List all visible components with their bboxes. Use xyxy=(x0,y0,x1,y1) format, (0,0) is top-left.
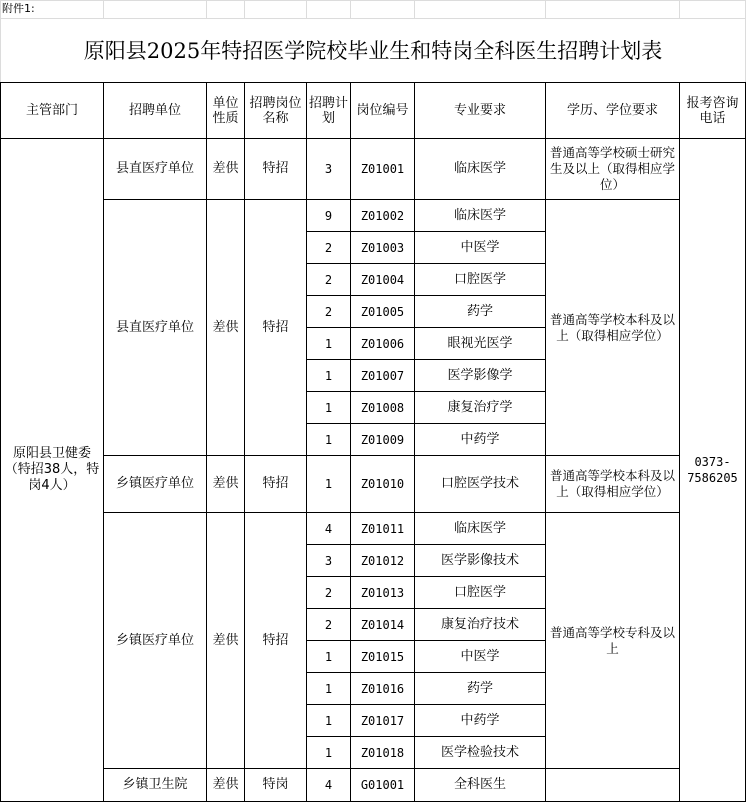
plan-cell: 2 xyxy=(307,232,351,264)
page-title: 原阳县2025年特招医学院校毕业生和特岗全科医生招聘计划表 xyxy=(83,39,663,63)
plan-cell: 3 xyxy=(307,139,351,200)
plan-cell: 1 xyxy=(307,456,351,513)
major-cell: 中药学 xyxy=(415,424,546,456)
major-cell: 中医学 xyxy=(415,641,546,673)
plan-cell: 1 xyxy=(307,641,351,673)
table-row xyxy=(1,139,746,200)
major-cell: 医学影像技术 xyxy=(415,545,546,577)
nature-cell: 差供 xyxy=(207,513,245,769)
gridline xyxy=(545,0,546,18)
gridline xyxy=(414,0,415,18)
table-row xyxy=(1,513,746,545)
major-cell: 中药学 xyxy=(415,705,546,737)
major-cell: 康复治疗技术 xyxy=(415,609,546,641)
education-cell: 普通高等学校专科及以上 xyxy=(546,513,680,769)
code-cell: Z01009 xyxy=(351,424,415,456)
unit-cell: 乡镇卫生院 xyxy=(104,769,207,802)
nature-cell: 差供 xyxy=(207,139,245,200)
major-cell: 康复治疗学 xyxy=(415,392,546,424)
gridline xyxy=(206,0,207,18)
gridline xyxy=(350,0,351,18)
post-cell: 特招 xyxy=(245,200,307,456)
plan-cell: 2 xyxy=(307,609,351,641)
code-cell: Z01006 xyxy=(351,328,415,360)
post-cell: 特招 xyxy=(245,513,307,769)
education-cell-empty xyxy=(546,769,680,802)
header-dept: 主管部门 xyxy=(1,83,104,139)
code-cell: Z01008 xyxy=(351,392,415,424)
major-cell: 临床医学 xyxy=(415,139,546,200)
recruitment-plan-table xyxy=(0,82,746,802)
plan-cell: 9 xyxy=(307,200,351,232)
attachment-label: 附件1: xyxy=(2,2,35,15)
plan-cell: 4 xyxy=(307,513,351,545)
nature-cell: 差供 xyxy=(207,200,245,456)
gridline xyxy=(244,0,245,18)
code-cell: Z01015 xyxy=(351,641,415,673)
code-cell: Z01004 xyxy=(351,264,415,296)
plan-cell: 2 xyxy=(307,264,351,296)
code-cell: Z01012 xyxy=(351,545,415,577)
major-cell: 医学检验技术 xyxy=(415,737,546,769)
header-major: 专业要求 xyxy=(415,83,546,139)
post-cell: 特招 xyxy=(245,139,307,200)
code-cell: Z01017 xyxy=(351,705,415,737)
major-cell: 药学 xyxy=(415,296,546,328)
major-cell: 医学影像学 xyxy=(415,360,546,392)
plan-cell: 2 xyxy=(307,296,351,328)
plan-cell: 3 xyxy=(307,545,351,577)
plan-cell: 4 xyxy=(307,769,351,802)
code-cell: Z01005 xyxy=(351,296,415,328)
major-cell: 口腔医学技术 xyxy=(415,456,546,513)
code-cell: Z01011 xyxy=(351,513,415,545)
table-row xyxy=(1,200,746,232)
code-cell: Z01007 xyxy=(351,360,415,392)
post-cell: 特招 xyxy=(245,456,307,513)
education-cell: 普通高等学校本科及以上（取得相应学位） xyxy=(546,200,680,456)
unit-cell: 县直医疗单位 xyxy=(104,200,207,456)
unit-cell: 乡镇医疗单位 xyxy=(104,513,207,769)
header-post-name: 招聘岗位名称 xyxy=(245,83,307,139)
gridline xyxy=(679,0,680,18)
major-cell: 药学 xyxy=(415,673,546,705)
phone-cell: 0373-7586205 xyxy=(680,139,746,802)
major-cell: 口腔医学 xyxy=(415,264,546,296)
code-cell: Z01010 xyxy=(351,456,415,513)
header-plan: 招聘计划 xyxy=(307,83,351,139)
major-cell: 临床医学 xyxy=(415,513,546,545)
code-cell: Z01013 xyxy=(351,577,415,609)
code-cell: Z01002 xyxy=(351,200,415,232)
major-cell: 全科医生 xyxy=(415,769,546,802)
major-cell: 中医学 xyxy=(415,232,546,264)
gridline xyxy=(0,0,746,1)
education-cell: 普通高等学校本科及以上（取得相应学位） xyxy=(546,456,680,513)
plan-cell: 1 xyxy=(307,328,351,360)
plan-cell: 2 xyxy=(307,577,351,609)
major-cell: 口腔医学 xyxy=(415,577,546,609)
department-cell: 原阳县卫健委（特招38人，特岗4人） xyxy=(1,139,104,802)
unit-cell: 县直医疗单位 xyxy=(104,139,207,200)
plan-cell: 1 xyxy=(307,737,351,769)
table-row xyxy=(1,456,746,513)
education-cell: 普通高等学校硕士研究生及以上（取得相应学位） xyxy=(546,139,680,200)
header-unit: 招聘单位 xyxy=(104,83,207,139)
code-cell: Z01001 xyxy=(351,139,415,200)
header-code: 岗位编号 xyxy=(351,83,415,139)
plan-cell: 1 xyxy=(307,424,351,456)
major-cell: 临床医学 xyxy=(415,200,546,232)
code-cell: Z01014 xyxy=(351,609,415,641)
gridline xyxy=(306,0,307,18)
header-education: 学历、学位要求 xyxy=(546,83,680,139)
header-row xyxy=(1,83,746,139)
plan-cell: 1 xyxy=(307,360,351,392)
header-phone: 报考咨询电话 xyxy=(680,83,746,139)
gridline xyxy=(103,0,104,18)
table-row xyxy=(1,769,746,802)
code-cell: Z01018 xyxy=(351,737,415,769)
major-cell: 眼视光医学 xyxy=(415,328,546,360)
code-cell: Z01003 xyxy=(351,232,415,264)
plan-cell: 1 xyxy=(307,392,351,424)
code-cell: Z01016 xyxy=(351,673,415,705)
post-cell: 特岗 xyxy=(245,769,307,802)
nature-cell: 差供 xyxy=(207,456,245,513)
plan-cell: 1 xyxy=(307,673,351,705)
nature-cell: 差供 xyxy=(207,769,245,802)
header-nature: 单位性质 xyxy=(207,83,245,139)
code-cell: G01001 xyxy=(351,769,415,802)
unit-cell: 乡镇医疗单位 xyxy=(104,456,207,513)
plan-cell: 1 xyxy=(307,705,351,737)
